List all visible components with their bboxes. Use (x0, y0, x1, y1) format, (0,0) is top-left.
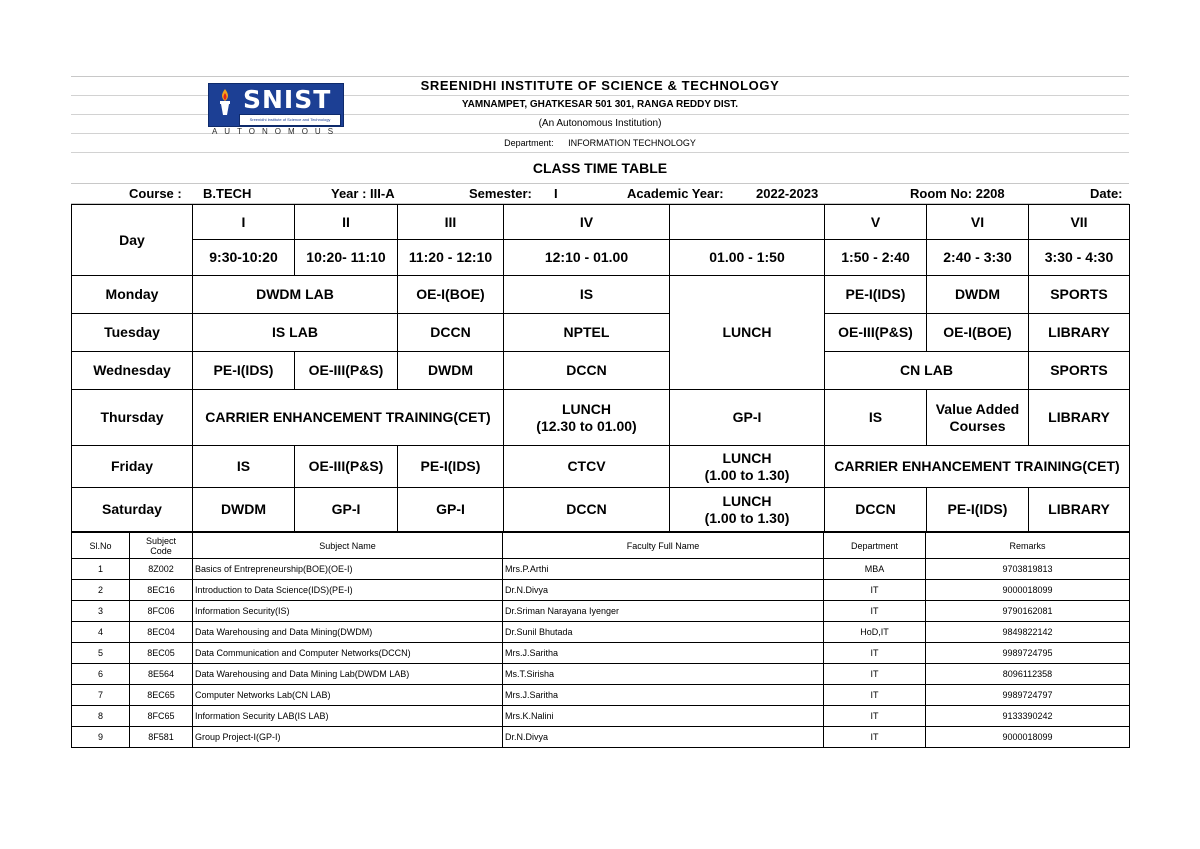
class-cell: LIBRARY (1029, 488, 1130, 532)
table-row (72, 706, 1130, 727)
subject-name: Information Security(IS) (193, 601, 503, 622)
semester-value: I (554, 186, 558, 201)
class-cell: NPTEL (504, 314, 670, 352)
subject-name: Computer Networks Lab(CN LAB) (193, 685, 503, 706)
faculty-name: Mrs.P.Arthi (503, 559, 824, 580)
day-label: Friday (72, 446, 193, 488)
time-slot: 3:30 - 4:30 (1029, 240, 1130, 276)
table-row (72, 685, 1130, 706)
course-label: Course : (129, 186, 182, 201)
column-header-line: Code (150, 545, 172, 556)
subject-name: Group Project-I(GP-I) (193, 727, 503, 748)
remarks: 9133390242 (926, 706, 1130, 727)
table-row (72, 643, 1130, 664)
column-header: Department (824, 533, 926, 559)
subject-code: 8EC04 (130, 622, 193, 643)
class-cell: OE-III(P&S) (825, 314, 927, 352)
class-timetable (71, 204, 1130, 532)
class-cell: DWDM (398, 352, 504, 390)
lunch-cell (670, 488, 825, 532)
snist-logo (208, 83, 344, 139)
department: IT (824, 727, 926, 748)
department: HoD,IT (824, 622, 926, 643)
class-cell: CARRIER ENHANCEMENT TRAINING(CET) (825, 446, 1130, 488)
sl-no: 4 (72, 622, 130, 643)
time-slot: 12:10 - 01.00 (504, 240, 670, 276)
time-slot-row (72, 240, 1130, 276)
remarks: 9849822142 (926, 622, 1130, 643)
sl-no: 8 (72, 706, 130, 727)
faculty-name: Ms.T.Sirisha (503, 664, 824, 685)
faculty-name: Mrs.K.Nalini (503, 706, 824, 727)
subject-code: 8EC16 (130, 580, 193, 601)
department: IT (824, 601, 926, 622)
day-row-friday (72, 446, 1130, 488)
faculty-name: Dr.N.Divya (503, 580, 824, 601)
subject-code: 8EC65 (130, 685, 193, 706)
sl-no: 3 (72, 601, 130, 622)
column-header-line: Subject (145, 535, 177, 546)
day-label: Monday (72, 276, 193, 314)
day-row-tuesday (72, 314, 1130, 352)
department: IT (824, 580, 926, 601)
period-header-row (72, 205, 1130, 240)
class-cell: IS (193, 446, 295, 488)
period-label: III (398, 205, 504, 240)
time-slot: 11:20 - 12:10 (398, 240, 504, 276)
class-cell: GP-I (398, 488, 504, 532)
department: IT (824, 685, 926, 706)
department: IT (824, 643, 926, 664)
sl-no: 2 (72, 580, 130, 601)
class-cell: DCCN (504, 352, 670, 390)
day-label: Tuesday (72, 314, 193, 352)
lunch-label: LUNCH (562, 400, 611, 417)
document-header (71, 76, 1129, 185)
remarks: 9703819813 (926, 559, 1130, 580)
subject-code: 8FC06 (130, 601, 193, 622)
room-number: Room No: 2208 (910, 186, 1005, 201)
department: IT (824, 664, 926, 685)
subject-code: 8Z002 (130, 559, 193, 580)
table-row (72, 559, 1130, 580)
class-cell: DWDM (927, 276, 1029, 314)
table-row (72, 601, 1130, 622)
subject-code: 8EC05 (130, 643, 193, 664)
logo-subtitle: AUTONOMOUS (211, 127, 341, 136)
day-row-thursday (72, 390, 1130, 446)
class-cell: OE-I(BOE) (927, 314, 1029, 352)
time-slot: 2:40 - 3:30 (927, 240, 1029, 276)
lunch-cell (670, 446, 825, 488)
time-slot: 1:50 - 2:40 (825, 240, 927, 276)
lunch-cell (504, 390, 670, 446)
class-cell: SPORTS (1029, 276, 1130, 314)
class-cell-line: Courses (949, 417, 1006, 434)
time-slot: 9:30-10:20 (193, 240, 295, 276)
subject-name: Data Warehousing and Data Mining(DWDM) (193, 622, 503, 643)
class-cell: OE-I(BOE) (398, 276, 504, 314)
table-row (72, 580, 1130, 601)
day-label: Thursday (72, 390, 193, 446)
class-cell: DCCN (504, 488, 670, 532)
class-cell: GP-I (295, 488, 398, 532)
department: IT (824, 706, 926, 727)
remarks: 9000018099 (926, 727, 1130, 748)
institution-name: SREENIDHI INSTITUTE OF SCIENCE & TECHNOLOGY (71, 77, 1129, 96)
subject-name: Data Communication and Computer Networks(DCCN) (193, 643, 503, 664)
faculty-name: Dr.Sriman Narayana Iyenger (503, 601, 824, 622)
class-cell: OE-III(P&S) (295, 352, 398, 390)
lunch-time: (1.00 to 1.30) (704, 466, 790, 483)
department-value: INFORMATION TECHNOLOGY (568, 138, 696, 148)
day-row-wednesday (72, 352, 1130, 390)
class-cell: LIBRARY (1029, 314, 1130, 352)
timetable-document (71, 76, 1129, 748)
lunch-time: (1.00 to 1.30) (704, 509, 790, 526)
subject-code: 8F581 (130, 727, 193, 748)
faculty-name: Mrs.J.Saritha (503, 643, 824, 664)
remarks: 9989724797 (926, 685, 1130, 706)
autonomous-note: (An Autonomous Institution) (71, 115, 1129, 134)
course-value: B.TECH (203, 186, 252, 201)
torch-icon (214, 87, 236, 117)
academic-year-label: Academic Year: (627, 186, 724, 201)
class-cell: DWDM LAB (193, 276, 398, 314)
class-cell: GP-I (670, 390, 825, 446)
sl-no: 1 (72, 559, 130, 580)
class-cell: IS (504, 276, 670, 314)
class-cell (927, 390, 1029, 446)
class-cell: PE-I(IDS) (825, 276, 927, 314)
class-cell: CTCV (504, 446, 670, 488)
lunch-label: LUNCH (722, 449, 772, 466)
remarks: 9000018099 (926, 580, 1130, 601)
subject-name: Information Security LAB(IS LAB) (193, 706, 503, 727)
remarks: 8096112358 (926, 664, 1130, 685)
sl-no: 6 (72, 664, 130, 685)
page-title: CLASS TIME TABLE (71, 153, 1129, 184)
time-slot: 10:20- 11:10 (295, 240, 398, 276)
department: MBA (824, 559, 926, 580)
class-cell: SPORTS (1029, 352, 1130, 390)
day-row-monday (72, 276, 1130, 314)
subject-code: 8E564 (130, 664, 193, 685)
department-label: Department: (504, 138, 554, 148)
column-header: Sl.No (72, 533, 130, 559)
logo-text: SNIST (243, 85, 332, 114)
subject-name: Introduction to Data Science(IDS)(PE-I) (193, 580, 503, 601)
class-cell-line: Value Added (935, 400, 1020, 417)
day-row-saturday (72, 488, 1130, 532)
sl-no: 9 (72, 727, 130, 748)
logo-strip: Sreenidhi Institute of Science and Technology (239, 114, 341, 126)
remarks: 9989724795 (926, 643, 1130, 664)
academic-year-value: 2022-2023 (756, 186, 819, 201)
class-cell: PE-I(IDS) (193, 352, 295, 390)
remarks: 9790162081 (926, 601, 1130, 622)
period-label: IV (504, 205, 670, 240)
period-label (670, 205, 825, 240)
period-label: VI (927, 205, 1029, 240)
institution-address: YAMNAMPET, GHATKESAR 501 301, RANGA REDDY DIST. (71, 96, 1129, 115)
period-label: I (193, 205, 295, 240)
subject-code: 8FC65 (130, 706, 193, 727)
semester-label: Semester: (469, 186, 532, 201)
column-header (130, 533, 193, 559)
table-row (72, 664, 1130, 685)
class-cell: DCCN (825, 488, 927, 532)
table-row (72, 727, 1130, 748)
column-header: Subject Name (193, 533, 503, 559)
period-label: VII (1029, 205, 1130, 240)
column-header: Faculty Full Name (503, 533, 824, 559)
period-label: II (295, 205, 398, 240)
faculty-name: Dr.Sunil Bhutada (503, 622, 824, 643)
class-cell: OE-III(P&S) (295, 446, 398, 488)
day-header: Day (72, 205, 193, 276)
class-cell: CARRIER ENHANCEMENT TRAINING(CET) (193, 390, 504, 446)
class-cell: IS (825, 390, 927, 446)
class-cell: LIBRARY (1029, 390, 1130, 446)
class-cell: DCCN (398, 314, 504, 352)
subject-name: Basics of Entrepreneurship(BOE)(OE-I) (193, 559, 503, 580)
period-label: V (825, 205, 927, 240)
column-header: Remarks (926, 533, 1130, 559)
year-info: Year : III-A (331, 186, 395, 201)
class-cell: DWDM (193, 488, 295, 532)
sl-no: 5 (72, 643, 130, 664)
class-cell: IS LAB (193, 314, 398, 352)
faculty-name: Dr.N.Divya (503, 727, 824, 748)
table-row (72, 622, 1130, 643)
faculty-name: Mrs.J.Saritha (503, 685, 824, 706)
class-cell: PE-I(IDS) (398, 446, 504, 488)
subjects-table (71, 532, 1130, 748)
logo-banner (208, 83, 344, 127)
subject-name: Data Warehousing and Data Mining Lab(DWDM LAB) (193, 664, 503, 685)
class-cell: PE-I(IDS) (927, 488, 1029, 532)
subjects-header-row (72, 533, 1130, 559)
date-label: Date: (1090, 186, 1123, 201)
day-label: Wednesday (72, 352, 193, 390)
course-info-row (71, 185, 1129, 204)
sl-no: 7 (72, 685, 130, 706)
lunch-cell: LUNCH (670, 276, 825, 390)
lunch-label: LUNCH (722, 492, 772, 509)
lunch-time: (12.30 to 01.00) (536, 417, 637, 434)
class-cell: CN LAB (825, 352, 1029, 390)
time-slot: 01.00 - 1:50 (670, 240, 825, 276)
day-label: Saturday (72, 488, 193, 532)
